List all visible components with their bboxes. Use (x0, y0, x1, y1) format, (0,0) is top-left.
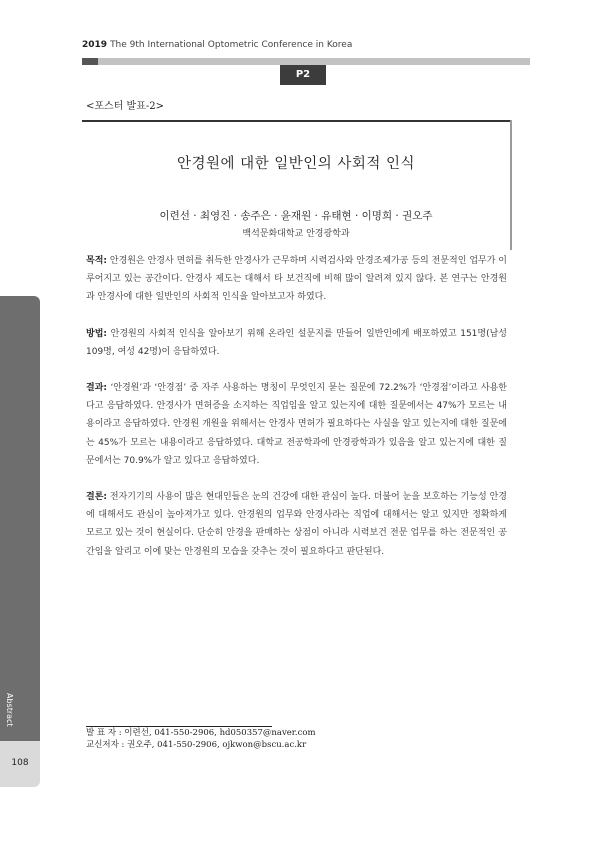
section-text: 전자기기의 사용이 많은 현대인들은 눈의 건강에 대한 관심이 높다. 더불어 눈을 보호하는 기능성 안경에 대해서도 관심이 높아져가고 있다. 안경원의 업무와 안경사라는 직업에 대해서는 알고 있지만 정확하게 모르고 있는 것이 현실이다. 단순히 안경을 판매하는 상점이 아니라 시력보건 전문 업무를 하는 전문적인 공간임을 알리고 이에 맞는 안경원의 모습을 갖추는 것이 필요하다고 판단된다. (86, 492, 507, 557)
footnote-presenter: 발 표 자 : 이련선, 041-550-2906, hd050357@naver.com (86, 728, 316, 738)
poster-tag: <포스터 발표-2> (86, 101, 164, 112)
section-label: 방법: (86, 328, 107, 339)
header-year: 2019 (82, 40, 108, 50)
header-bar (82, 58, 530, 65)
side-tab (0, 296, 40, 741)
title-box (82, 120, 510, 250)
affiliation: 백석문화대학교 안경광학과 (242, 229, 350, 239)
section-text: ‘안경원’과 ‘안경점’ 중 자주 사용하는 명칭이 무엇인지 묻는 질문에 72.2%가 ‘안경점’이라고 사용한다고 응답하였다. 안경사가 면허증을 소지하는 직업임을 알고 있는지에 대한 질문에서는 47%가 모르는 내용이라고 응답하였다. 안경원 개원을 위해서는 안경사 면허가 필요하다는 사실을 알고 있는지에 대한 질문에는 45%가 모르는 내용이라고 응답하였다. 대학교 전공학과에 안경광학과가 있음을 알고 있는지에 대한 질문에서는 70.9%가 알고 있다고 응답하였다. (86, 383, 507, 466)
header-conference: The 9th International Optometric Conference in Korea (110, 40, 353, 50)
footnote-corresponding: 교신저자 : 권오주, 041-550-2906, ojkwon@bscu.ac.kr (86, 739, 307, 750)
side-tab-label: Abstract (5, 693, 14, 727)
section-label: 결론: (86, 492, 107, 503)
section-label: 결과: (86, 383, 107, 394)
poster-number-badge: P2 (280, 65, 326, 85)
header-bar-accent (82, 58, 98, 65)
abstract-body (86, 252, 507, 579)
running-header (82, 40, 352, 50)
footnote (86, 728, 316, 751)
footnote-rule (86, 726, 272, 727)
section-results (86, 379, 507, 470)
page-number: 108 (11, 758, 29, 768)
section-method (86, 325, 507, 361)
section-text: 안경원은 안경사 면허를 취득한 안경사가 근무하며 시력검사와 안경조제가공 등의 전문적인 업무가 이루어지고 있는 공간이다. 안경사 제도는 대해서 타 보건직에 비해 많이 알려져 있지 않다. 본 연구는 안경원과 안경사에 대한 일반인의 사회적 인식을 알아보고자 하였다. (86, 256, 507, 303)
section-conclusion (86, 488, 507, 561)
section-purpose (86, 252, 507, 307)
author-list: 이련선 · 최영진 · 송주은 · 윤재원 · 유태현 · 이명희 · 권오주 (159, 210, 433, 222)
section-label: 목적: (86, 256, 107, 266)
section-text: 안경원의 사회적 인식을 알아보기 위해 온라인 설문지를 만들어 일반인에게 배포하였고 151명(남성 109명, 여성 42명)이 응답하였다. (86, 328, 507, 357)
paper-title: 안경원에 대한 일반인의 사회적 인식 (176, 156, 416, 172)
